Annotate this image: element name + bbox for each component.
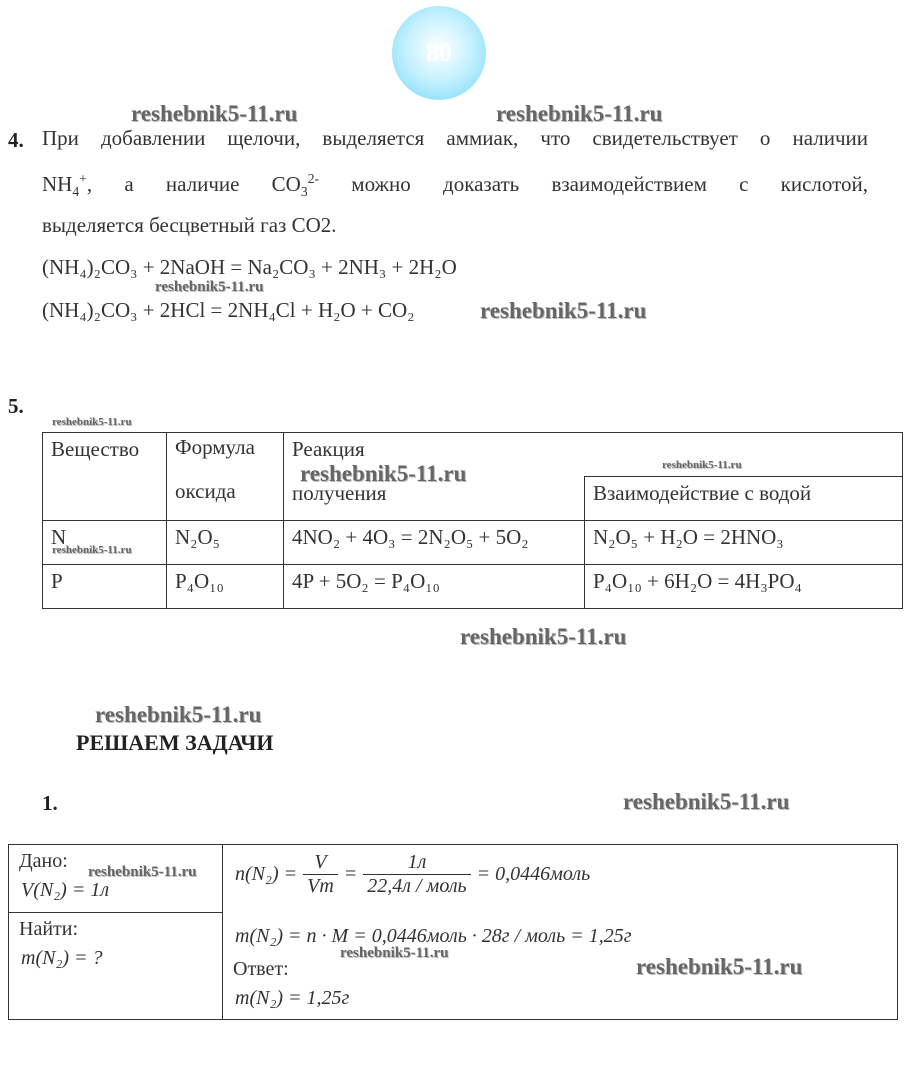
task-4-number: 4. <box>8 128 24 152</box>
watermark: reshebnik5-11.ru <box>300 461 467 486</box>
watermark: reshebnik5-11.ru <box>155 279 264 295</box>
solution-step-2: m(N₂) = n · M = 0,0446моль · 28г / моль = 1,25г <box>235 925 632 947</box>
solution-step-1: n(N₂) = $\frac{V}{Vm}$ = $\frac{1л}{\text{22,4л / моль}}$ = 0,0446моль <box>235 851 591 897</box>
watermark: reshebnik5-11.ru <box>52 416 132 428</box>
header-substance: Вещество <box>43 433 167 521</box>
header-with-water: Взаимодействие с водой <box>585 477 903 521</box>
watermark: reshebnik5-11.ru <box>52 544 132 556</box>
given-label: Дано: <box>19 850 68 872</box>
cell-oxide: P₄O₁₀ <box>167 565 284 609</box>
watermark: reshebnik5-11.ru <box>340 945 449 961</box>
task-4-line-1: При добавлении щелочи, выделяется аммиак, что свидетельствует о наличии <box>42 126 868 150</box>
task-4-line-2: $NH_4^+$, а наличие $CO_3^{2-}$ можно доказать взаимодействием с кислотой, <box>42 171 869 200</box>
table-header-row <box>43 433 903 477</box>
divider <box>9 912 223 913</box>
cell-substance: P <box>43 565 167 609</box>
cell-substance: N <box>43 521 167 565</box>
watermark: reshebnik5-11.ru <box>95 702 262 727</box>
cell-oxide: N₂O₅ <box>167 521 284 565</box>
watermark: reshebnik5-11.ru <box>636 954 803 979</box>
cell-with-water: N₂O₅ + H₂O = 2HNO₃ <box>585 521 903 565</box>
watermark: reshebnik5-11.ru <box>480 298 647 323</box>
watermark: reshebnik5-11.ru <box>460 624 627 649</box>
find-value: m(N₂) = ? <box>21 947 103 969</box>
watermark: reshebnik5-11.ru <box>131 101 298 126</box>
task-4-line-3: выделяется бесцветный газ CO2. <box>42 213 337 237</box>
watermark: reshebnik5-11.ru <box>623 789 790 814</box>
page-number-badge: 80 <box>392 6 486 100</box>
answer-label: Ответ: <box>233 958 289 980</box>
header-reaction: Реакция <box>284 433 903 477</box>
header-obtaining: получения <box>284 477 585 521</box>
cell-with-water: P₄O₁₀ + 6H₂O = 4H₃PO₄ <box>585 565 903 609</box>
given-value: V(N₂) = 1л <box>21 879 110 901</box>
oxides-table <box>42 432 903 609</box>
cell-obtaining: 4P + 5O₂ = P₄O₁₀ <box>284 565 585 609</box>
task-5-number: 5. <box>8 394 24 418</box>
watermark: reshebnik5-11.ru <box>662 459 742 471</box>
answer-value: m(N₂) = 1,25г <box>235 987 350 1009</box>
problem-1-box <box>8 844 898 1020</box>
table-row <box>43 521 903 565</box>
table-row <box>43 565 903 609</box>
watermark: reshebnik5-11.ru <box>496 101 663 126</box>
find-label: Найти: <box>19 918 79 940</box>
divider <box>222 845 223 1019</box>
section-title: РЕШАЕМ ЗАДАЧИ <box>76 730 274 755</box>
cell-obtaining: 4NO₂ + 4O₃ = 2N₂O₅ + 5O₂ <box>284 521 585 565</box>
problem-1-number: 1. <box>42 791 58 815</box>
header-formula: Формула оксида <box>167 433 284 521</box>
equation-1: (NH₄)₂CO₃ + 2NaOH = Na₂CO₃ + 2NH₃ + 2H₂O <box>42 255 457 279</box>
equation-2: (NH₄)₂CO₃ + 2HCl = 2NH₄Cl + H₂O + CO₂ <box>42 298 415 322</box>
watermark: reshebnik5-11.ru <box>88 864 197 880</box>
